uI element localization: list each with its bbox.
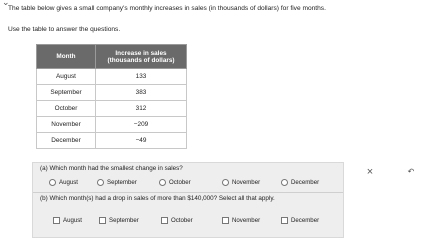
month-cell: November bbox=[37, 117, 96, 133]
chevron-down-icon[interactable]: ⌄ bbox=[2, 0, 10, 7]
table-row bbox=[37, 101, 187, 117]
option-label: August bbox=[59, 179, 78, 186]
radio-option-september[interactable] bbox=[97, 179, 137, 186]
option-label: October bbox=[169, 179, 191, 186]
option-label: December bbox=[291, 179, 320, 186]
table-header-row bbox=[37, 45, 187, 69]
radio-option-august[interactable] bbox=[49, 179, 78, 186]
intro-text: The table below gives a small company's monthly increases in sales (in thousands of dollars) for five months. bbox=[8, 5, 326, 12]
table-row bbox=[37, 133, 187, 149]
table-row bbox=[37, 117, 187, 133]
month-cell: September bbox=[37, 85, 96, 101]
month-column-header: Month bbox=[37, 45, 96, 69]
close-icon[interactable]: × bbox=[366, 166, 374, 178]
checkbox-option-september[interactable] bbox=[99, 217, 139, 224]
checkbox-option-october[interactable] bbox=[161, 217, 193, 224]
radio-option-december[interactable] bbox=[281, 179, 319, 186]
option-label: August bbox=[63, 217, 82, 224]
checkbox-icon[interactable] bbox=[53, 217, 60, 224]
month-cell: August bbox=[37, 69, 96, 85]
radio-button-icon[interactable] bbox=[281, 179, 288, 186]
radio-button-icon[interactable] bbox=[159, 179, 166, 186]
checkbox-option-august[interactable] bbox=[53, 217, 82, 224]
radio-button-icon[interactable] bbox=[222, 179, 229, 186]
table-row bbox=[37, 85, 187, 101]
question-panel bbox=[32, 162, 344, 238]
option-label: September bbox=[107, 179, 137, 186]
option-label: December bbox=[291, 217, 320, 224]
value-cell: −209 bbox=[96, 117, 187, 133]
checkbox-option-december[interactable] bbox=[281, 217, 319, 224]
radio-button-icon[interactable] bbox=[49, 179, 56, 186]
checkbox-option-november[interactable] bbox=[222, 217, 260, 224]
option-label: September bbox=[109, 217, 139, 224]
increase-column-header bbox=[96, 45, 187, 69]
increase-header-line2: (thousands of dollars) bbox=[107, 56, 175, 64]
option-label: October bbox=[171, 217, 193, 224]
option-label: November bbox=[232, 179, 261, 186]
question-b-options bbox=[33, 217, 343, 226]
month-cell: October bbox=[37, 101, 96, 117]
question-a-options bbox=[33, 179, 343, 188]
instruction-text: Use the table to answer the questions. bbox=[8, 26, 121, 33]
checkbox-icon[interactable] bbox=[161, 217, 168, 224]
month-cell: December bbox=[37, 133, 96, 149]
question-a-prompt: (a) Which month had the smallest change in sales? bbox=[40, 165, 183, 172]
sales-table bbox=[36, 44, 187, 149]
value-cell: 383 bbox=[96, 85, 187, 101]
checkbox-icon[interactable] bbox=[99, 217, 106, 224]
checkbox-icon[interactable] bbox=[281, 217, 288, 224]
radio-option-november[interactable] bbox=[222, 179, 260, 186]
radio-option-october[interactable] bbox=[159, 179, 191, 186]
value-cell: 133 bbox=[96, 69, 187, 85]
increase-header-line1: Increase in sales bbox=[115, 49, 167, 57]
radio-button-icon[interactable] bbox=[97, 179, 104, 186]
value-cell: 312 bbox=[96, 101, 187, 117]
table-row bbox=[37, 69, 187, 85]
undo-icon[interactable]: ↶ bbox=[407, 167, 415, 176]
checkbox-icon[interactable] bbox=[222, 217, 229, 224]
divider bbox=[33, 192, 343, 193]
option-label: November bbox=[232, 217, 261, 224]
question-b-prompt: (b) Which month(s) had a drop in sales of more than $140,000? Select all that apply. bbox=[40, 195, 275, 202]
value-cell: −49 bbox=[96, 133, 187, 149]
